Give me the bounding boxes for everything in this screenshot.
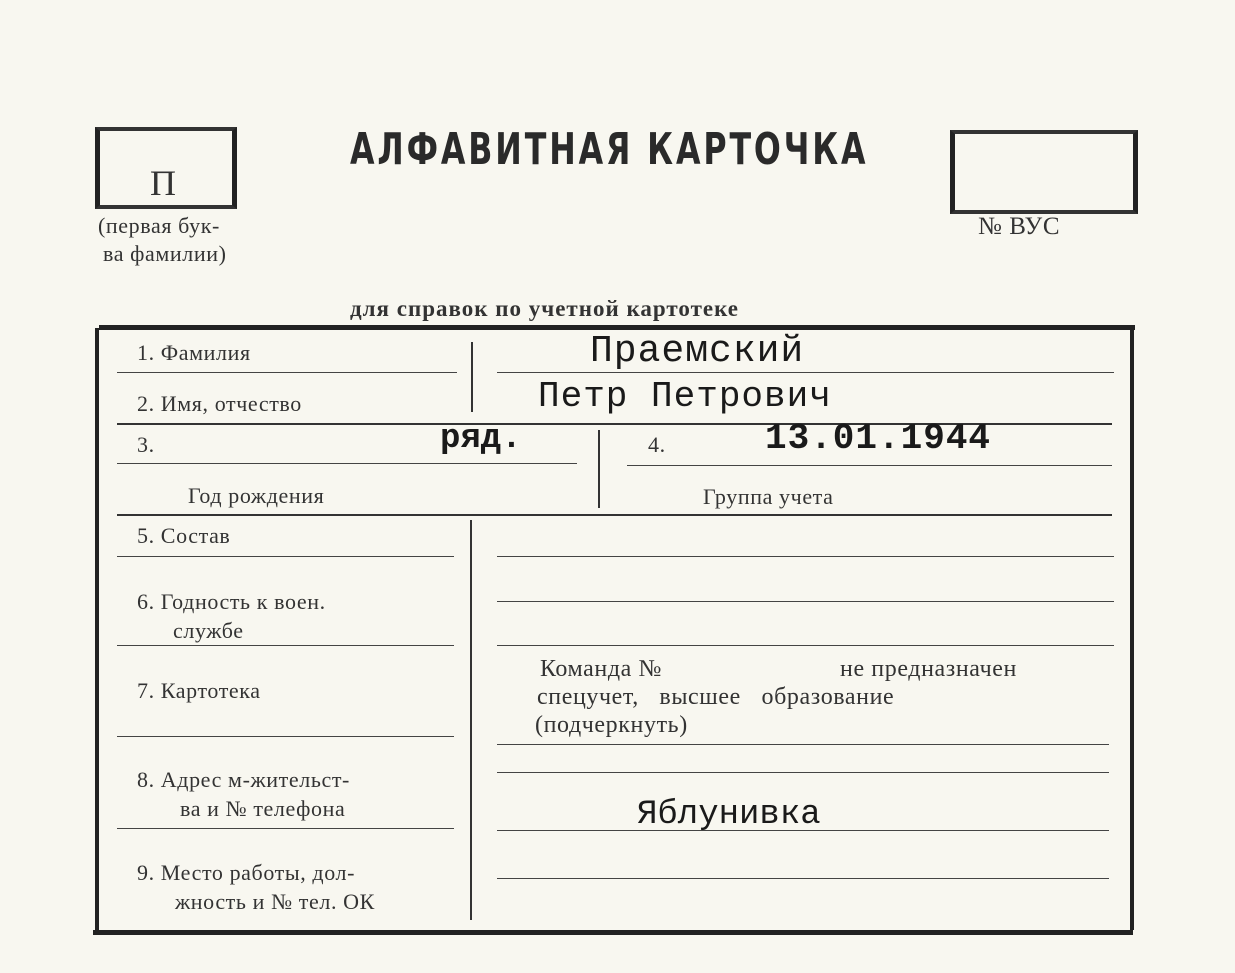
right-line-5: [497, 772, 1109, 773]
row3-bottom-line: [117, 514, 1112, 516]
rank-label: 3.: [137, 432, 155, 457]
card-subtitle: для справок по учетной картотеке: [350, 296, 739, 321]
fitness-label-1: 6. Годность к воен.: [137, 589, 326, 614]
fitness-label-2: службе: [173, 618, 244, 643]
surname-value: Праемский: [590, 330, 805, 373]
team-line1-right: не предназначен: [840, 656, 1017, 682]
address-line-left: [117, 828, 454, 829]
right-line-3: [497, 645, 1114, 646]
card-title: АЛФАВИТНАЯ КАРТОЧКА: [350, 124, 869, 175]
right-line-2: [497, 601, 1114, 602]
workplace-label-1: 9. Место работы, дол-: [137, 860, 356, 885]
birth-year-caption: Год рождения: [188, 483, 325, 508]
column-divider-mid: [598, 430, 600, 508]
address-label-1: 8. Адрес м-жительст-: [137, 767, 350, 792]
workplace-label-2: жность и № тел. ОК: [175, 889, 375, 914]
frame-bottom: [93, 930, 1133, 935]
file-line-left: [117, 736, 454, 737]
column-divider-bottom: [470, 520, 472, 920]
right-line-6: [497, 830, 1109, 831]
name-patronymic-label: 2. Имя, отчество: [137, 391, 302, 416]
rank-line: [117, 463, 577, 464]
address-value: Яблунивка: [637, 796, 821, 834]
first-letter-value: П: [150, 163, 177, 203]
vus-box: [950, 130, 1138, 214]
team-line3: (подчеркнуть): [535, 712, 688, 738]
right-line-1: [497, 556, 1114, 557]
team-line1-left: Команда №: [540, 656, 663, 682]
first-letter-caption-2: ва фамилии): [103, 241, 227, 266]
date-value: 13.01.1944: [765, 418, 992, 459]
surname-line-left: [117, 372, 457, 373]
surname-label: 1. Фамилия: [137, 340, 251, 365]
frame-right: [1130, 330, 1134, 930]
file-label: 7. Картотека: [137, 678, 261, 703]
right-line-7: [497, 878, 1109, 879]
surname-line-right: [497, 372, 1114, 373]
date-label: 4.: [648, 432, 666, 457]
team-line2: спецучет, высшее образование: [537, 684, 895, 710]
rank-value: ряд.: [440, 420, 522, 458]
column-divider-top: [471, 342, 473, 412]
vus-caption: № ВУС: [978, 213, 1061, 240]
composition-line-left: [117, 556, 454, 557]
composition-label: 5. Состав: [137, 523, 231, 548]
name-patronymic-value: Петр Петрович: [538, 376, 832, 417]
accounting-group-caption: Группа учета: [703, 484, 834, 509]
frame-left: [95, 328, 99, 933]
right-line-4: [497, 744, 1109, 745]
date-line: [627, 465, 1112, 466]
address-label-2: ва и № телефона: [180, 796, 346, 821]
first-letter-caption-1: (первая бук-: [98, 213, 220, 238]
fitness-line-left: [117, 645, 454, 646]
